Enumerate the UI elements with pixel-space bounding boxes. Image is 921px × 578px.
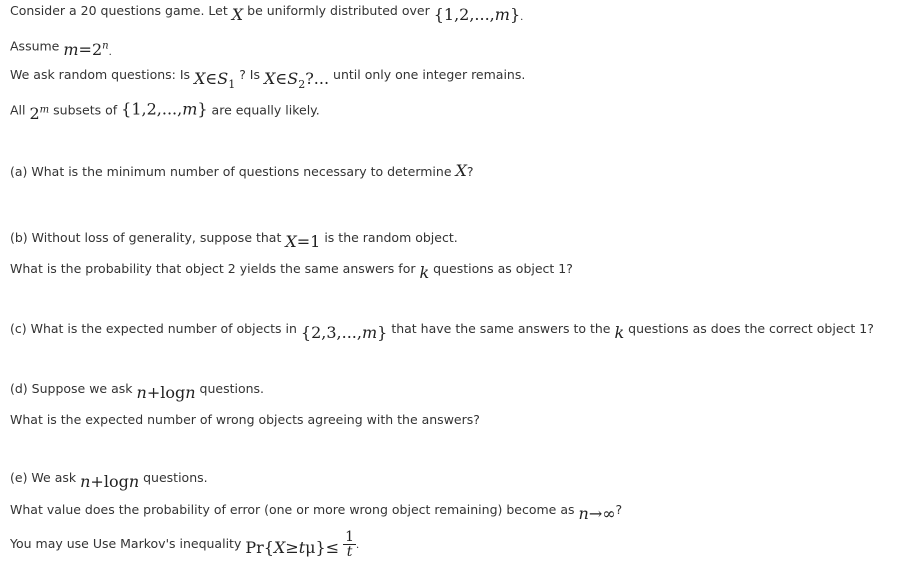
math-x-in-s2: $X\in S_2$?... <box>264 69 330 92</box>
questions-text-3: until only one integer remains. <box>333 67 526 82</box>
question-b-text-3: What is the probability that object 2 yields the same answers for <box>10 261 416 276</box>
question-a-text: (a) What is the minimum number of questions necessary to determine <box>10 164 452 179</box>
math-x-eq-1: X=1 <box>285 232 321 251</box>
subsets-text-2: subsets of <box>53 102 118 118</box>
question-b-text: (b) Without loss of generality, suppose that <box>10 230 282 245</box>
math-fraction: $\frac{1}{t}$ <box>345 529 355 560</box>
question-b-text-2: is the random object. <box>324 230 458 245</box>
intro-text-2: be uniformly distributed over <box>247 3 430 18</box>
question-e-text: (e) We ask <box>10 470 77 485</box>
math-k-c: k <box>614 323 625 342</box>
math-m-eq: $m=2^n$. <box>63 40 112 60</box>
math-n-to-inf: n→∞ <box>578 504 616 523</box>
subsets-line <box>10 96 320 124</box>
question-d-line2 <box>10 410 480 430</box>
assume-text: Assume <box>10 38 60 54</box>
question-d-text: (d) Suppose we ask <box>10 381 133 396</box>
questions-line <box>10 64 525 90</box>
math-markov: Pr{X≥tμ}≤ <box>245 538 340 557</box>
markov-text: You may use Use Markov's inequality <box>10 536 242 551</box>
question-e <box>10 467 208 491</box>
question-b-line2 <box>10 258 573 282</box>
question-c-text: (c) What is the expected number of objects in <box>10 321 297 336</box>
question-b <box>10 227 458 251</box>
math-set: {1,2,...,m}. <box>433 5 524 24</box>
markov-line: You may use Use Markov's inequality Pr{X≥tμ}≤ $\frac{1}{t}$ . <box>10 529 360 560</box>
math-k-b: k <box>419 263 430 282</box>
assume-line <box>10 32 112 58</box>
math-n-logn-e: n+logn <box>80 472 140 491</box>
subsets-text-3: are equally likely. <box>211 102 320 118</box>
math-set-3: {2,3,...,m} <box>300 323 388 342</box>
question-c-text-2: that have the same answers to the <box>391 321 611 336</box>
question-c-text-3: questions as does the correct object 1? <box>628 321 874 336</box>
question-d-text-2: questions. <box>199 381 265 396</box>
intro-text: Consider a 20 questions game. Let <box>10 3 228 18</box>
math-2m: 2$^m$ <box>29 104 50 124</box>
question-c <box>10 318 874 342</box>
subsets-text: All <box>10 102 26 118</box>
question-e-text-3: What value does the probability of error (one or more wrong object remaining) become as <box>10 502 575 517</box>
math-n-logn-d: n+logn <box>136 383 196 402</box>
math-x-in-s1: $X\in S_1$ <box>194 69 236 92</box>
math-x-a: X <box>455 161 467 180</box>
question-e-line2: What value does the probability of error (one or more wrong object remaining) become as n→∞? <box>10 502 623 523</box>
intro-line <box>10 0 523 23</box>
questions-text: We ask random questions: Is <box>10 67 191 82</box>
question-b-text-4: questions as object 1? <box>433 261 573 276</box>
question-d-text-3: What is the expected number of wrong objects agreeing with the answers? <box>10 412 480 427</box>
math-x: X <box>231 5 244 24</box>
questions-text-2: ? Is <box>239 67 261 82</box>
question-e-text-2: questions. <box>143 470 208 485</box>
question-d <box>10 378 265 402</box>
question-a: (a) What is the minimum number of questions necessary to determine X? <box>10 161 474 180</box>
math-set-2: {1,2,...,m} <box>121 99 208 119</box>
